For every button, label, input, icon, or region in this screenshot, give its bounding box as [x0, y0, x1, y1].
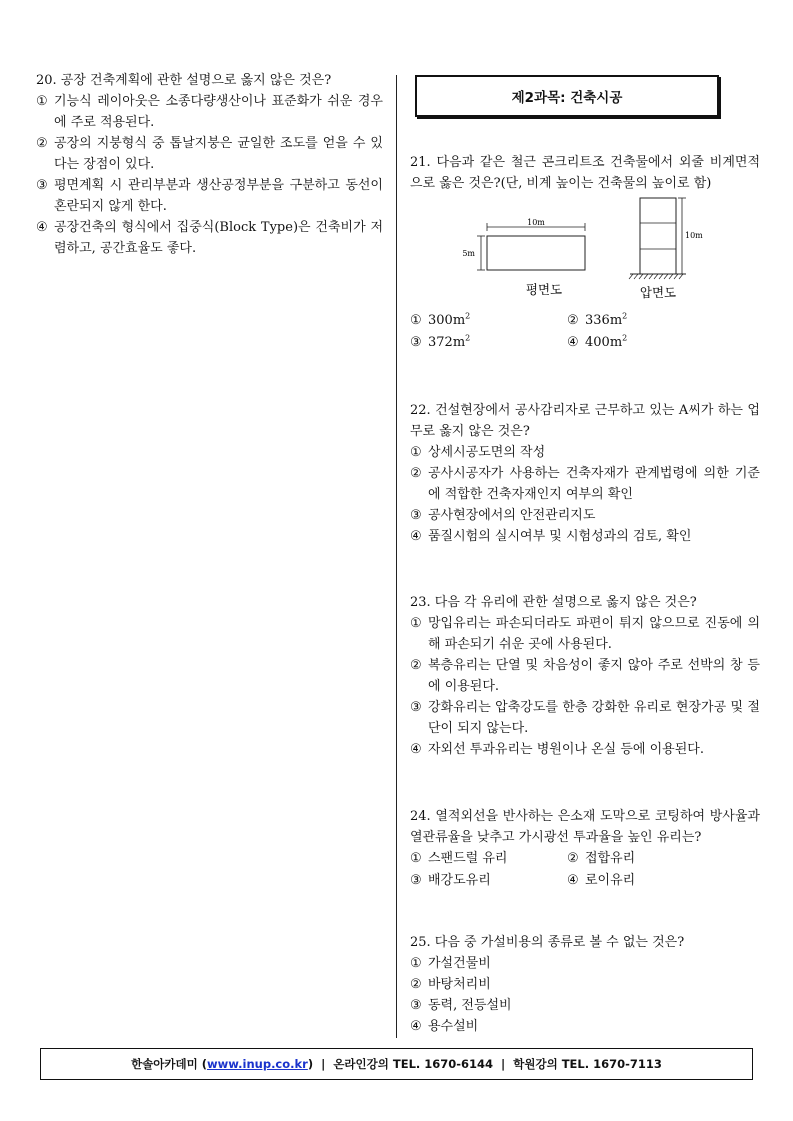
option-number: ①: [410, 616, 422, 631]
option: [410, 995, 760, 1016]
option: [410, 332, 567, 354]
option-text: 동력, 전등설비: [428, 998, 512, 1013]
option-text: 공장건축의 형식에서 집중식(Block Type)은 건축비가 저렴하고, 공간효율도 좋다.: [54, 220, 383, 256]
option-number: ③: [410, 335, 422, 350]
option: [410, 870, 567, 892]
option-number: ③: [36, 178, 48, 193]
option-text: 자외선 투과유리는 병원이나 온실 등에 이용된다.: [428, 742, 704, 757]
question-20: [36, 70, 383, 259]
left-column: [36, 70, 383, 259]
option-text: 상세시공도면의 작성: [428, 445, 546, 460]
option: [410, 1016, 760, 1037]
option: [410, 613, 760, 655]
question-23: [410, 592, 760, 760]
ground-hatch: [629, 274, 683, 279]
option-text: 공장의 지붕형식 중 톱날지붕은 균일한 조도를 얻을 수 있다는 장점이 있다.: [54, 136, 383, 172]
question-22: [410, 400, 760, 547]
option: [36, 175, 383, 217]
option-text: 접합유리: [585, 851, 636, 866]
footer-prefix: 한솔아카데미 (: [131, 1057, 208, 1071]
option-text: 망입유리는 파손되더라도 파편이 튀지 않으므로 진동에 의해 파손되기 쉬운 곳에 사용된다.: [428, 616, 760, 652]
option-text: 품질시험의 실시여부 및 시험성과의 검토, 확인: [428, 529, 692, 544]
option-text: 로이유리: [585, 873, 636, 888]
option: [567, 332, 724, 354]
option: [410, 526, 760, 547]
option-row: [410, 310, 760, 332]
option-text: 용수설비: [428, 1019, 479, 1034]
question-title: 22. 건설현장에서 공사감리자로 근무하고 있는 A씨가 하는 업무로 옳지 않은 것은?: [410, 403, 760, 439]
plan-rect: [487, 236, 585, 270]
elevation-rect: [640, 198, 676, 274]
question-25: [410, 932, 760, 1037]
footer-contact: ) | 온라인강의 TEL. 1670-6144 | 학원강의 TEL. 1670-7113: [307, 1057, 662, 1071]
question-title: 24. 열적외선을 반사하는 은소재 도막으로 코팅하여 방사율과 열관류율을 낮추고 가시광선 투과율을 높인 유리는?: [410, 809, 760, 845]
option: [36, 217, 383, 259]
option-number: ①: [410, 445, 422, 460]
option-text: 배강도유리: [428, 873, 491, 888]
question-24: [410, 806, 760, 892]
option: [410, 442, 760, 463]
website-link[interactable]: www.inup.co.kr: [207, 1057, 308, 1071]
option-text: $372m^2$: [428, 333, 471, 350]
option-number: ②: [410, 977, 422, 992]
option-number: ①: [410, 956, 422, 971]
elevation-caption: 압면도: [639, 285, 677, 300]
option: [410, 739, 760, 760]
option: [36, 91, 383, 133]
option-number: ②: [410, 658, 422, 673]
subject-heading: 제2과목: 건축시공: [415, 75, 719, 117]
option-number: ③: [410, 700, 422, 715]
option: [410, 953, 760, 974]
option: [410, 505, 760, 526]
option-number: ④: [36, 220, 48, 235]
option: [567, 310, 724, 332]
option-number: ①: [36, 94, 48, 109]
option-text: 기능식 레이아웃은 소종다량생산이나 표준화가 쉬운 경우에 주로 적용된다.: [54, 94, 383, 130]
footer-banner: [40, 1048, 753, 1080]
option-text: $400m^2$: [585, 333, 628, 350]
option-text: $336m^2$: [585, 311, 628, 328]
plan-width-label: 10m: [527, 218, 545, 227]
option-number: ④: [567, 873, 579, 888]
question-21: [410, 152, 760, 194]
option-text: 강화유리는 압축강도를 한층 강화한 유리로 현장가공 및 절단이 되지 않는다.: [428, 700, 760, 736]
option-number: ④: [410, 529, 422, 544]
option: [567, 848, 724, 870]
option-text: 바탕처리비: [428, 977, 491, 992]
option-text: 평면계획 시 관리부분과 생산공정부분을 구분하고 동선이 혼란되지 않게 한다.: [54, 178, 383, 214]
option: [410, 848, 567, 870]
option-number: ①: [410, 851, 422, 866]
option-number: ②: [36, 136, 48, 151]
option-number: ③: [410, 508, 422, 523]
option-number: ①: [410, 313, 422, 328]
diagram-svg: [462, 190, 725, 308]
option-number: ②: [410, 466, 422, 481]
option-number: ④: [410, 742, 422, 757]
option-number: ②: [567, 313, 579, 328]
plan-caption: 평면도: [525, 282, 563, 297]
option-text: 스팬드럴 유리: [428, 851, 508, 866]
option-text: 복층유리는 단열 및 차음성이 좋지 않아 주로 선박의 창 등에 이용된다.: [428, 658, 760, 694]
question-title: 23. 다음 각 유리에 관한 설명으로 옳지 않은 것은?: [410, 595, 697, 610]
option: [410, 697, 760, 739]
option-number: ②: [567, 851, 579, 866]
option: [410, 310, 567, 332]
elevation-height-label: 10m: [685, 231, 703, 240]
option-number: ③: [410, 873, 422, 888]
option-row: [410, 870, 760, 892]
option-text: 공사시공자가 사용하는 건축자재가 관계법령에 의한 기준에 적합한 건축자재인지 여부의 확인: [428, 466, 760, 502]
option-text: 공사현장에서의 안전관리지도: [428, 508, 596, 523]
option-number: ④: [410, 1019, 422, 1034]
option-text: $300m^2$: [428, 311, 471, 328]
option: [36, 133, 383, 175]
building-diagram: [462, 190, 725, 308]
option: [410, 655, 760, 697]
option-number: ④: [567, 335, 579, 350]
option: [410, 463, 760, 505]
plan-depth-label: 5m: [462, 249, 475, 258]
question-title: 20. 공장 건축계획에 관한 설명으로 옳지 않은 것은?: [36, 73, 332, 88]
question-title: 21. 다음과 같은 철근 콘크리트조 건축물에서 외줄 비계면적으로 옳은 것은?(단, 비계 높이는 건축물의 높이로 함): [410, 155, 760, 191]
option-row: [410, 332, 760, 354]
option: [567, 870, 724, 892]
question-title: 25. 다음 중 가설비용의 종류로 볼 수 없는 것은?: [410, 935, 685, 950]
option: [410, 974, 760, 995]
column-divider: [396, 75, 397, 1038]
option-text: 가설건물비: [428, 956, 491, 971]
option-row: [410, 848, 760, 870]
option-number: ③: [410, 998, 422, 1013]
question-21-options: [410, 310, 760, 354]
